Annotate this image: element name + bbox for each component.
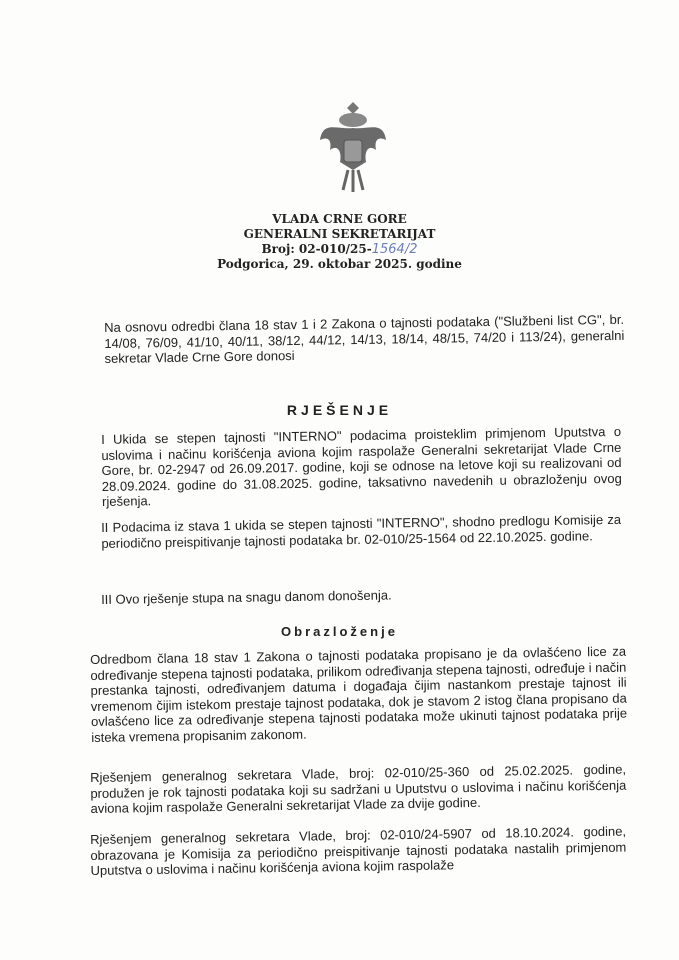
intro-paragraph: Na osnovu odredbi člana 18 stav 1 i 2 Zakona o tajnosti podataka ("Službeni list CG", br. 14/08, 76/09, 41/10, 40/11, 38/12, 44/12, 14/13, 18/14, 48/15, 74/20 i 113/24), generalni sekretar Vlade Crne Gore donosi: [104, 311, 625, 366]
coat-of-arms-icon: [318, 100, 388, 195]
reasoning-paragraph-2: Rješenjem generalnog sekretara Vlade, broj: 02-010/25-360 od 25.02.2025. godine, produžen je rok tajnosti podataka koji su sadržani u Uputstvu o uslovima i načinu korišćenja aviona kojim raspolaže Generalni sekretarijat Vlade za dvije godine.: [90, 761, 627, 816]
place-date: Podgorica, 29. oktobar 2025. godine: [217, 257, 462, 271]
handwritten-number: 1564/2: [371, 242, 418, 257]
reasoning-paragraph-1: Odredbom člana 18 stav 1 Zakona o tajnosti podataka propisano je da ovlašćeno lice za određivanje stepena tajnosti podataka, prilikom određivanja stepena tajnosti, određuje i način prestanka tajnosti, određivanjem datuma i događaja čijim nastankom prestaje tajnost ili vremenom čijim istekom prestaje tajnost podataka, dok je stavom 2 istog člana propisano da ovlašćeno lice za određivanje stepena tajnosti podataka može ukinuti tajnost podataka prije isteka vremena propisanim zakonom.: [90, 643, 628, 745]
decision-item-3: III Ovo rješenje stupa na snagu danom donošenja.: [101, 587, 392, 607]
document-number: [0, 242, 679, 257]
institution-name: VLADA CRNE GORE: [272, 212, 407, 226]
decision-title: RJEŠENJE: [286, 402, 393, 418]
reasoning-title: Obrazloženje: [281, 624, 398, 639]
decision-item-1: I Ukida se stepen tajnosti "INTERNO" podacima proisteklim primjenom Uputstva o uslovima i načinu korišćenja aviona kojim raspolaže Generalni sekretarijat Vlade Crne Gore, br. 02-2947 od 26.09.2017. godine, koji se odnose na letove koji su realizovani od 28.09.2024. godine do 31.08.2025. godine, taksativno navedenih u obrazloženju ovog rješenja.: [101, 423, 622, 509]
number-prefix: Broj: 02-010/25-: [261, 242, 372, 256]
reasoning-paragraph-3: Rješenjem generalnog sekretara Vlade, broj: 02-010/24-5907 od 18.10.2024. godine, obrazovana je Komisija za periodično preispitivanje tajnosti podataka nastalih primjenom Uputstva o uslovima i načinu korišćenja aviona kojim raspolaže: [90, 823, 627, 878]
decision-item-2: II Podacima iz stava 1 ukida se stepen tajnosti "INTERNO", shodno predlogu Komisije za periodično preispitivanje tajnosti podataka br. 02-010/25-1564 od 22.10.2025. godine.: [101, 511, 622, 551]
institution-subname: GENERALNI SEKRETARIJAT: [243, 227, 436, 241]
